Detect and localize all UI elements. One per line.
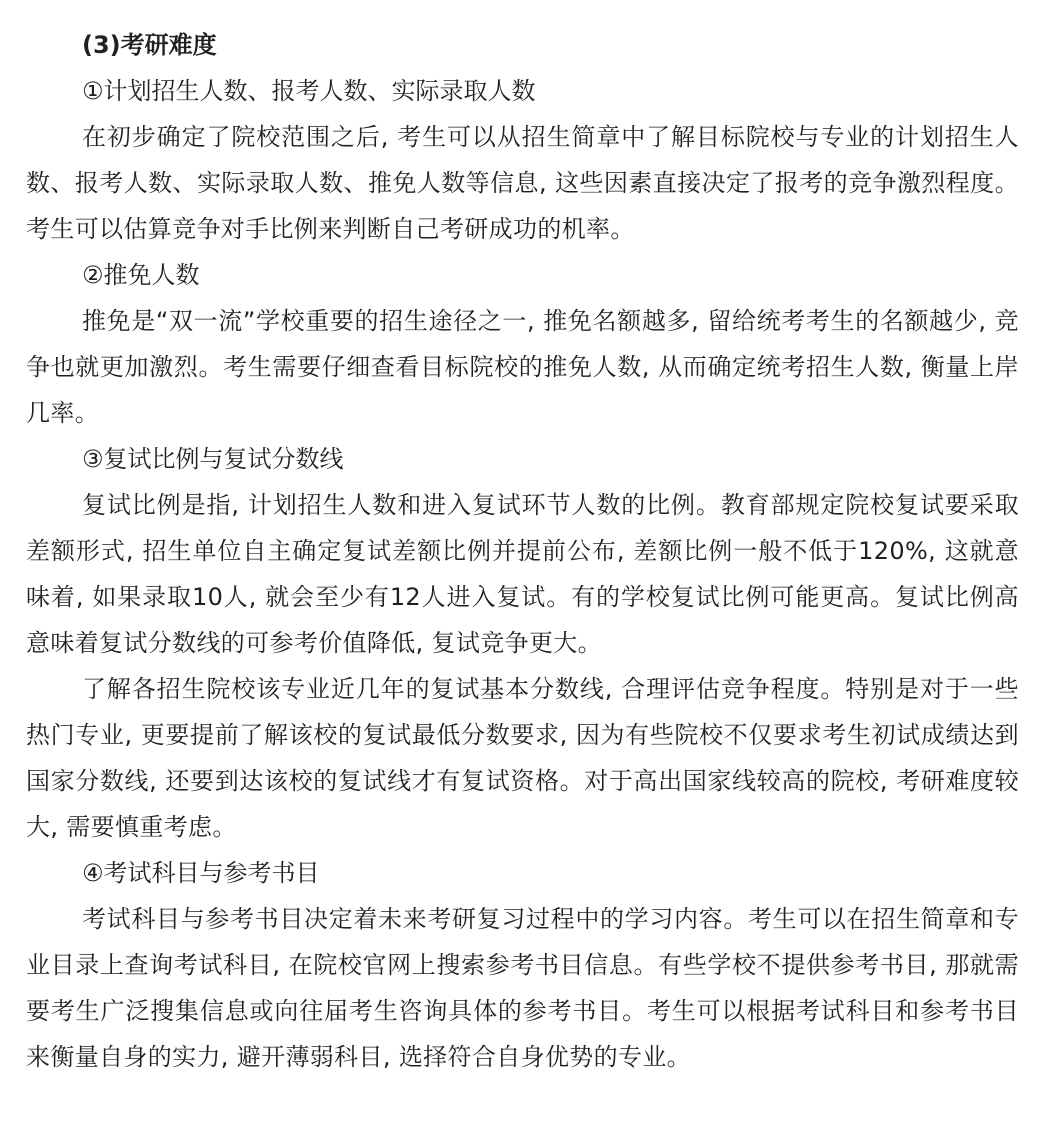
document-page [26, 22, 1019, 1080]
paragraph-exam-subjects: 考试科目与参考书目决定着未来考研复习过程中的学习内容。考生可以在招生简章和专业目录上查询考试科目, 在院校官网上搜索参考书目信息。有些学校不提供参考书目, 那就需要考生广泛搜集信息或向往届考生咨询具体的参考书目。考生可以根据考试科目和参考书目来衡量自身的实力, 避开薄弱科目, 选择符合自身优势的专业。 [26, 905, 1019, 1071]
paragraph-plan-enrollment: 在初步确定了院校范围之后, 考生可以从招生简章中了解目标院校与专业的计划招生人数、报考人数、实际录取人数、推免人数等信息, 这些因素直接决定了报考的竞争激烈程度。考生可以估算竞争对手比例来判断自己考研成功的机率。 [26, 123, 1019, 243]
paragraph-recommendation: 推免是“双一流”学校重要的招生途径之一, 推免名额越多, 留给统考考生的名额越少, 竞争也就更加激烈。考生需要仔细查看目标院校的推免人数, 从而确定统考招生人数, 衡量上岸几率。 [26, 307, 1019, 427]
section-heading: (3)考研难度 [82, 31, 217, 59]
subheading-recommendation: ②推免人数 [82, 261, 200, 289]
paragraph-retest-ratio: 复试比例是指, 计划招生人数和进入复试环节人数的比例。教育部规定院校复试要采取差额形式, 招生单位自主确定复试差额比例并提前公布, 差额比例一般不低于120%, 这就意味着, 如果录取10人, 就会至少有12人进入复试。有的学校复试比例可能更高。复试比例高意味着复试分数线的可参考价值降低, 复试竞争更大。 [26, 491, 1019, 657]
subheading-plan-enrollment: ①计划招生人数、报考人数、实际录取人数 [82, 77, 536, 105]
subheading-retest-ratio: ③复试比例与复试分数线 [82, 445, 344, 473]
paragraph-retest-score-line: 了解各招生院校该专业近几年的复试基本分数线, 合理评估竞争程度。特别是对于一些热门专业, 更要提前了解该校的复试最低分数要求, 因为有些院校不仅要求考生初试成绩达到国家分数线, 还要到达该校的复试线才有复试资格。对于高出国家线较高的院校, 考研难度较大, 需要慎重考虑。 [26, 675, 1019, 841]
subheading-exam-subjects: ④考试科目与参考书目 [82, 859, 320, 887]
